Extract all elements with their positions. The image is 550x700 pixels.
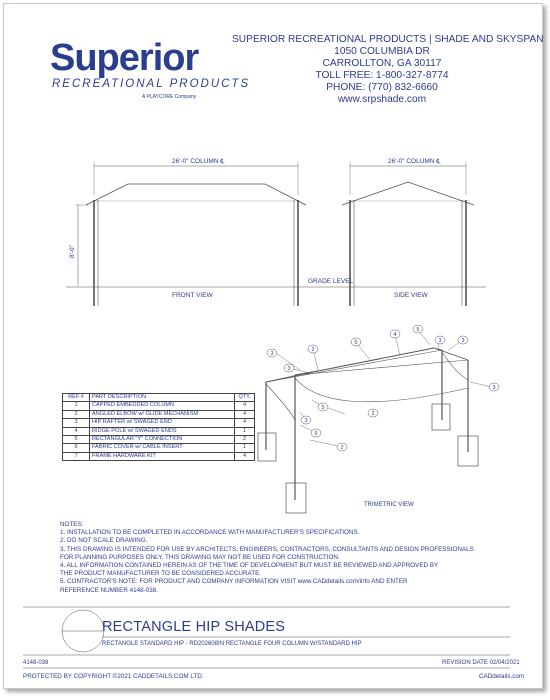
trimetric-view-label: TRIMETRIC VIEW: [364, 502, 414, 508]
callout-number: 2: [311, 347, 315, 353]
callout-number: 3: [461, 338, 465, 344]
callout-number: 3: [304, 418, 308, 424]
company-website[interactable]: www.srpshade.com: [337, 94, 427, 105]
callout-number: 5: [416, 327, 420, 333]
reference-number: 4148-038: [23, 660, 49, 666]
cell-desc: FRAME HARDWARE KIT: [90, 452, 235, 460]
notes-block: [60, 521, 474, 595]
table-row: [63, 436, 255, 444]
note-line: 4. ALL INFORMATION CONTAINED HEREIN AS OF THE TIME OF DEVELOPMENT BUT MUST BE REVIEWED AND APPROVED BY: [60, 562, 439, 570]
cell-qty: 4: [235, 402, 255, 410]
front-dim-label: 26'-0" COLUMN ℄: [172, 158, 225, 165]
drawing-subtitle: RECTANGLE STANDARD HIP - RD202608IN RECTANGLE FOUR COLUMN W/STANDARD HIP: [102, 641, 362, 647]
company-name: SUPERIOR RECREATIONAL PRODUCTS | SHADE AND SKYSPAN: [232, 34, 544, 45]
cell-ref: 3: [63, 419, 90, 427]
cell-ref: 7: [63, 452, 90, 460]
notes-heading: NOTES:: [60, 521, 84, 528]
cell-qty: 4: [235, 419, 255, 427]
callout-number: 2: [340, 445, 344, 451]
callout-number: 3: [438, 338, 442, 344]
cell-qty: 4: [235, 410, 255, 418]
cell-desc: RIDGE POLE w/ SWAGED ENDS: [90, 427, 235, 435]
cell-qty: 1: [235, 427, 255, 435]
front-view: [75, 162, 306, 306]
logo-tagline: A PLAYCORE Company: [142, 94, 197, 100]
side-view: [342, 162, 474, 306]
note-line: 2. DO NOT SCALE DRAWING.: [60, 537, 148, 545]
cell-ref: 6: [63, 444, 90, 452]
note-line: 5. CONTRACTOR'S NOTE: FOR PRODUCT AND COMPANY INFORMATION VISIT www.CADdetails.com/info AND ENTER: [60, 578, 408, 586]
note-line: THE PRODUCT MANUFACTURER TO BE CONSIDERED ACCURATE.: [60, 570, 262, 578]
company-address1: 1050 COLUMBIA DR: [334, 46, 430, 57]
note-line: REFERENCE NUMBER 4148-038.: [60, 586, 158, 594]
callout-number: 3: [287, 366, 291, 372]
company-address2: CARROLLTON, GA 30117: [322, 58, 442, 69]
side-view-label: SIDE VIEW: [394, 292, 428, 299]
table-row: [63, 444, 255, 452]
cell-ref: 5: [63, 436, 90, 444]
table-row: [63, 402, 255, 410]
note-line: 3. THIS DRAWING IS INTENDED FOR USE BY ARCHITECTS, ENGINEERS, CONTRACTORS, CONSULTANTS AND DESIGN PROFESSIONALS: [60, 545, 474, 553]
callout-number: 5: [354, 340, 358, 346]
logo-wordmark: Superior: [50, 37, 199, 79]
grade-level-label: GRADE LEVEL: [308, 278, 354, 285]
table-row: [63, 427, 255, 435]
front-view-label: FRONT VIEW: [172, 292, 213, 299]
callout-number: 3: [492, 385, 496, 391]
company-tollfree: TOLL FREE: 1-800-327-8774: [315, 70, 449, 81]
table-row: [63, 452, 255, 460]
callout-number: 2: [371, 411, 375, 417]
cell-desc: CAPPED EMBEDDED COLUMN: [90, 402, 235, 410]
cell-desc: ANGLED ELBOW w/ GLIDE MECHANISM: [90, 410, 235, 418]
callout-number: 6: [314, 431, 318, 437]
table-row: [63, 419, 255, 427]
logo-subline: RECREATIONAL PRODUCTS: [52, 78, 251, 90]
col-ref: REF #: [63, 394, 90, 402]
height-dim-label: 8'-0": [69, 245, 76, 258]
cell-qty: 1: [235, 444, 255, 452]
callout-numbers: [270, 327, 495, 451]
cell-qty: 2: [235, 436, 255, 444]
cell-desc: RECTANGULAR "Y" CONNECTION: [90, 436, 235, 444]
note-line: FOR PLANNING PURPOSES ONLY. THIS DRAWING MAY NOT BE USED FOR CONSTRUCTION.: [60, 553, 340, 561]
callout-number: 4: [393, 332, 397, 338]
cell-qty: 4: [235, 452, 255, 460]
cell-desc: FABRIC COVER w/ CABLE INSERT: [90, 444, 235, 452]
note-line: 1. INSTALLATION TO BE COMPLETED IN ACCORDANCE WITH MANUFACTURER'S SPECIFICATIONS.: [60, 529, 360, 537]
revision-date: REVISION DATE 02/04/2021: [442, 660, 520, 666]
copyright-notice: PROTECTED BY COPYRIGHT ©2021 CADDETAILS.COM LTD.: [23, 673, 204, 680]
cell-ref: 2: [63, 410, 90, 418]
parts-table: [62, 393, 255, 461]
trimetric-view: [258, 330, 492, 513]
table-row: [63, 410, 255, 418]
side-dim-label: 26'-0" COLUMN ℄: [388, 158, 441, 165]
callout-number: 3: [270, 351, 274, 357]
caddetails-link[interactable]: CADdetails.com: [479, 673, 525, 680]
col-description: PART DESCRIPTION: [90, 394, 235, 402]
company-phone: PHONE: (770) 832-6660: [326, 82, 438, 93]
cell-ref: 4: [63, 427, 90, 435]
cell-ref: 1: [63, 402, 90, 410]
cell-desc: HIP RAFTER w/ SWAGED END: [90, 419, 235, 427]
drawing-title: RECTANGLE HIP SHADES: [102, 619, 286, 635]
col-qty: QTY.: [235, 394, 255, 402]
callout-number: 5: [321, 405, 325, 411]
